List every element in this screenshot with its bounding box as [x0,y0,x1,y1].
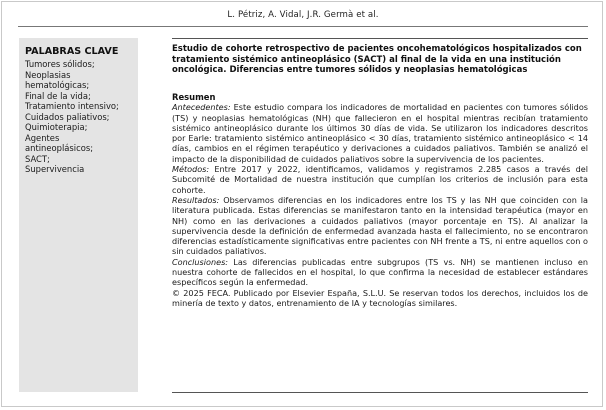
keywords-list [25,59,138,175]
section-label: Métodos: [172,164,210,175]
keywords-box [19,38,138,392]
keyword-item: Agentes antineoplásicos; [25,132,94,153]
section-label: Resultados: [172,194,220,205]
keyword-item: Supervivencia [25,164,85,174]
running-head: L. Pétriz, A. Vidal, J.R. Germà et al. [227,10,379,20]
section-label: Antecedentes: [172,102,231,113]
section-text: Observamos diferencias en los indicadores entre los TS y las NH que coinciden con la literatura publicada. Estas diferencias se manifestaron tanto en la intensidad terapéutica (mayor en NH) como en las derivaciones a cuidados paliativos (mayor porcentaje en TS). Al analizar la supervivencia desde la definición de enfermedad avanzada hasta el fallecimiento, no se encontraron diferencias estadísticamente significativas entre pacientes con NH frente a TS, ni entre aquellos con o sin cuidados paliativos. [172,194,588,257]
abstract-top-rule [172,38,588,39]
section-text: Entre 2017 y 2022, identificamos, validamos y registramos 2.285 casos a través del Subcomité de Mortalidad de nuestra institución que cumplían los criterios de inclusión para esta cohorte. [172,164,588,195]
abstract-heading: Resumen [172,91,216,102]
keyword-item: Neoplasias hematológicas; [25,69,90,90]
keyword-item: Final de la vida; [25,90,91,101]
abstract-background [172,102,588,164]
abstract-methods [172,164,588,195]
keyword-item: Tratamiento intensivo; [25,101,119,111]
keyword-item: SACT; [25,153,50,164]
keyword-item: Tumores sólidos; [25,59,95,69]
copyright-notice: © 2025 FECA. Publicado por Elsevier España, S.L.U. Se reservan todos los derechos, incluidos los de minería de texto y datos, entrenamiento de IA y tecnologías similares. [172,287,588,308]
header-rule [18,26,588,27]
abstract-column [172,44,588,308]
section-text: Las diferencias publicadas entre subgrupos (TS vs. NH) se mantienen incluso en nuestra cohorte de fallecidos en el hospital, lo que confirma la necesidad de establecer estándares específicos según la enfermedad. [172,256,588,288]
section-label: Conclusiones: [172,256,229,267]
abstract-conclusions [172,257,588,288]
article-title: Estudio de cohorte retrospectivo de pacientes oncohematológicos hospitalizados con tratamiento sistémico antineoplásico (SACT) al final de la vida en una institución oncológica. Diferencias entre tumores sólidos y neoplasias hematológicas [172,44,582,76]
abstract-results [172,195,588,257]
abstract-bottom-rule [172,392,588,393]
keyword-item: Quimioterapia; [25,122,88,132]
keywords-title: PALABRAS CLAVE [25,46,119,57]
keyword-item: Cuidados paliativos; [25,111,110,122]
section-text: Este estudio compara los indicadores de mortalidad en pacientes con tumores sólidos (TS) y neoplasias hematológicas (NH) que fallecieron en el hospital mientras recibían tratamiento sistémico antineoplásico durante los últimos 30 días de vida. Se utilizaron los indicadores descritos por Earle: tratamiento sistémico antineoplásico < 30 días, tratamiento sistémico antineoplásico < 14 días, cambios en el régimen terapéutico y derivaciones a cuidados paliativos. También se analizó el impacto de la disponibilidad de cuidados paliativos sobre la supervivencia de los pacientes. [172,102,588,164]
